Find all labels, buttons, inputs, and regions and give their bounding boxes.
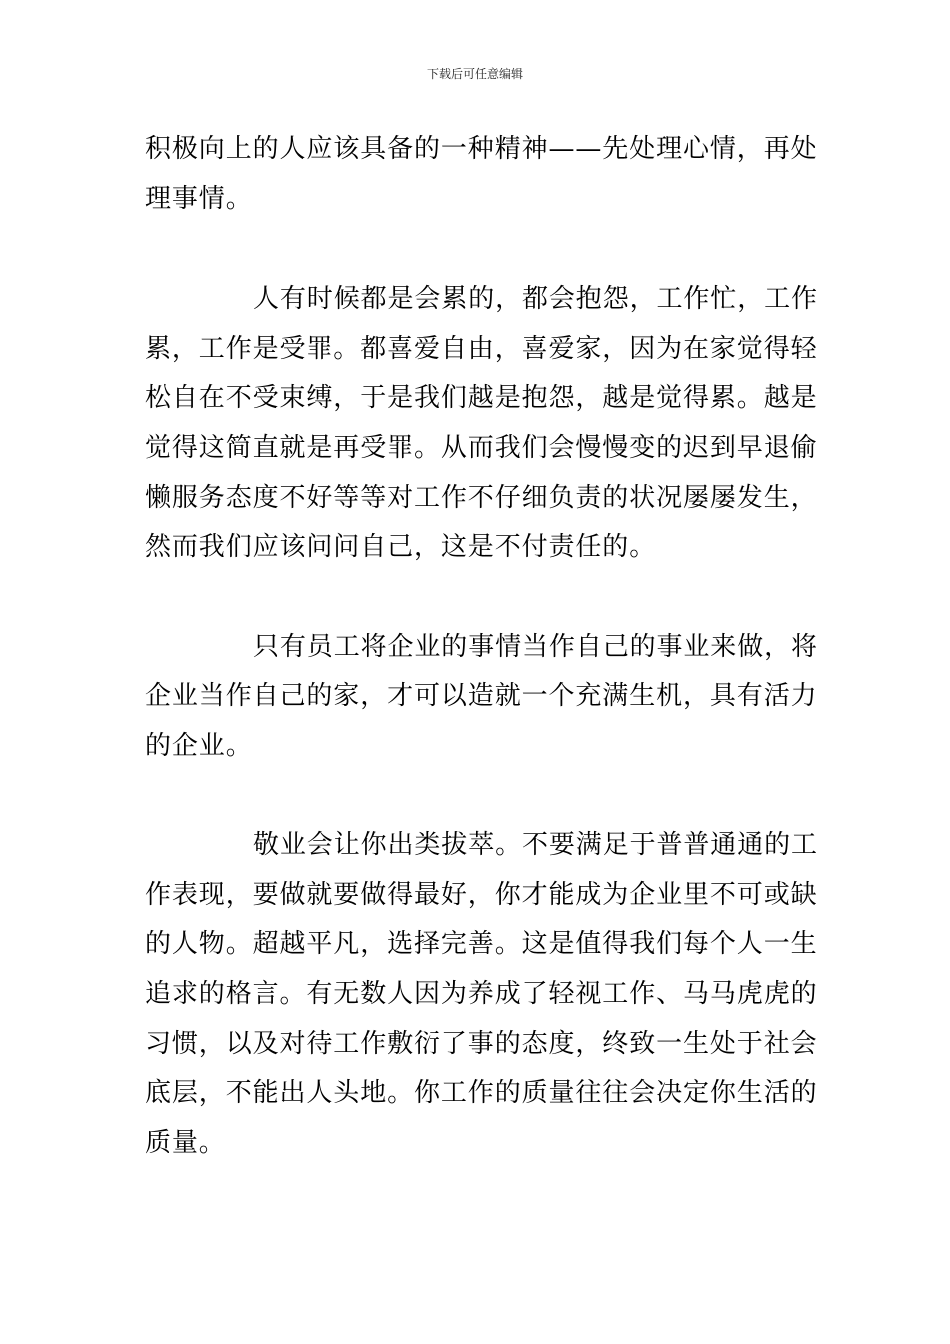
paragraph-4-line-2: 作表现，要做就要做得最好，你才能成为企业里不可或缺 [145,880,818,910]
paragraph-2-line-4: 觉得这简直就是再受罪。从而我们会慢慢变的迟到早退偷 [145,433,818,463]
paragraph-3-line-1: 只有员工将企业的事情当作自己的事业来做，将 [253,632,818,662]
paragraph-3-line-2: 企业当作自己的家，才可以造就一个充满生机，具有活力 [145,681,818,711]
paragraph-2-line-5: 懒服务态度不好等等对工作不仔细负责的状况屡屡发生， [145,483,818,513]
paragraph-1-line-1: 积极向上的人应该具备的一种精神——先处理心情，再处 [145,134,818,164]
paragraph-4-line-1: 敬业会让你出类拔萃。不要满足于普普通通的工 [253,830,818,860]
paragraph-2-line-2: 累，工作是受罪。都喜爱自由，喜爱家，因为在家觉得轻 [145,334,818,364]
paragraph-4-line-3: 的人物。超越平凡，选择完善。这是值得我们每个人一生 [145,929,818,959]
page-header-note: 下载后可任意编辑 [426,67,523,81]
paragraph-2-line-3: 松自在不受束缚，于是我们越是抱怨，越是觉得累。越是 [145,383,818,413]
paragraph-2-line-1: 人有时候都是会累的，都会抱怨，工作忙，工作 [253,284,818,314]
paragraph-3-line-3: 的企业。 [145,731,253,761]
paragraph-4-line-7: 质量。 [145,1128,226,1158]
paragraph-2-line-6: 然而我们应该问问自己，这是不付责任的。 [145,532,657,562]
paragraph-4-line-5: 习惯，以及对待工作敷衍了事的态度，终致一生处于社会 [145,1029,818,1059]
paragraph-1-line-2: 理事情。 [145,184,253,214]
paragraph-4-line-4: 追求的格言。有无数人因为养成了轻视工作、马马虎虎的 [145,979,818,1009]
paragraph-4-line-6: 底层，不能出人头地。你工作的质量往往会决定你生活的 [145,1078,818,1108]
